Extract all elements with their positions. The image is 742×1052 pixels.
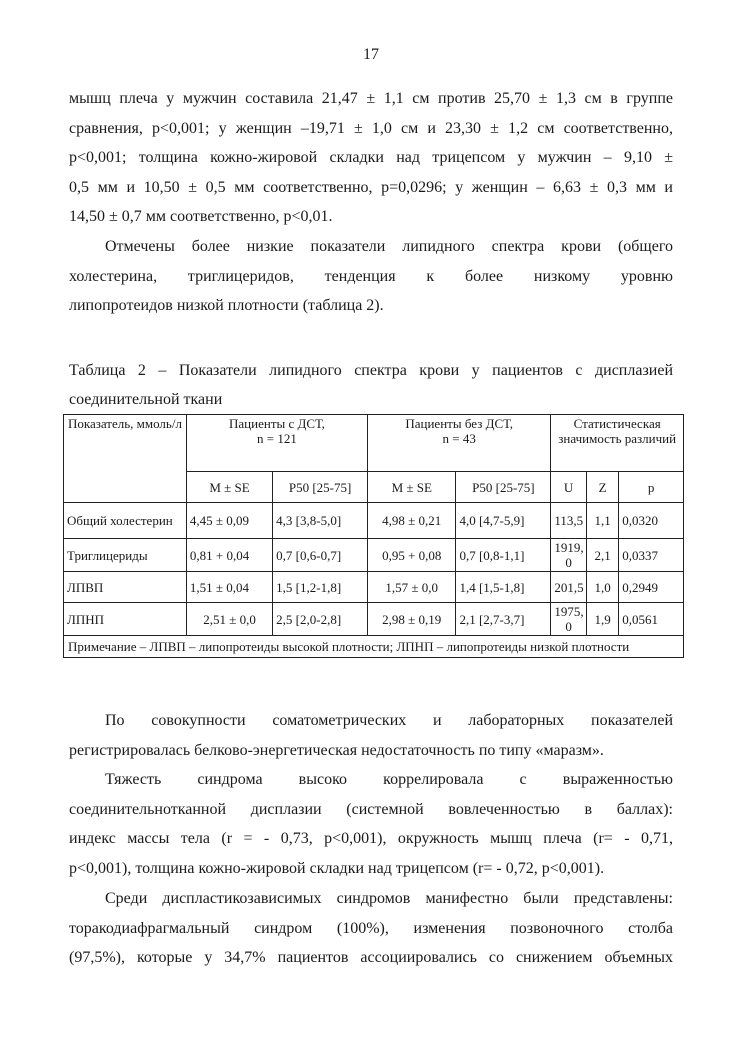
paragraph-2	[69, 232, 673, 321]
cell-u: 201,5	[551, 572, 587, 603]
sub-header-p: p	[619, 472, 684, 503]
table-caption	[69, 356, 673, 414]
cell-p: 0,0337	[619, 539, 684, 572]
cell-p50-1: 1,5 [1,2-1,8]	[273, 572, 368, 603]
paragraph-2-line: холестерина, триглицеридов, тенденция к более низкому уровню	[69, 267, 673, 285]
group-no-dst-n: n = 43	[442, 431, 476, 446]
paragraph-3-line: По совокупности соматометрических и лабораторных показателей	[105, 712, 673, 729]
cell-p50-1: 4,3 [3,8-5,0]	[273, 503, 368, 539]
cell-p50-2: 2,1 [2,7-3,7]	[456, 603, 551, 636]
row-name: Триглицериды	[64, 539, 187, 572]
cell-z: 1,0	[586, 572, 618, 603]
lipid-table	[63, 414, 684, 658]
paragraph-3	[69, 706, 673, 765]
sub-header-z: Z	[586, 472, 618, 503]
paragraph-3-line: регистрировалась белково-энергетическая недостаточность по типу «маразм».	[69, 741, 604, 759]
group-no-dst-header	[368, 415, 551, 472]
table-row	[64, 572, 684, 603]
sub-header-mse: M ± SE	[186, 472, 272, 503]
paragraph-1-line: 0,5 мм и 10,50 ± 0,5 мм соответственно, p=0,0296; у женщин – 6,63 ± 0,3 мм и	[69, 178, 673, 196]
group-dst-header	[186, 415, 367, 472]
group-dst-n: n = 121	[257, 431, 297, 446]
paragraph-1-line: сравнения, p<0,001; у женщин –19,71 ± 1,0 см и 23,30 ± 1,2 см соответственно,	[69, 119, 673, 137]
paragraph-4-line: Тяжесть синдрома высоко коррелировала с выраженностью	[105, 771, 673, 788]
cell-u: 113,5	[551, 503, 587, 539]
cell-mse1: 1,51 ± 0,04	[186, 572, 272, 603]
cell-z: 1,1	[586, 503, 618, 539]
row-name: ЛПНП	[64, 603, 187, 636]
cell-p50-2: 4,0 [4,7-5,9]	[456, 503, 551, 539]
cell-p50-2: 0,7 [0,8-1,1]	[456, 539, 551, 572]
paragraph-5	[69, 884, 673, 973]
cell-mse2: 1,57 ± 0,0	[368, 572, 456, 603]
cell-p: 0,0320	[619, 503, 684, 539]
table-note-row	[64, 636, 684, 658]
cell-p50-1: 2,5 [2,0-2,8]	[273, 603, 368, 636]
group-dst-title: Пациенты с ДСТ,	[229, 416, 325, 431]
table-caption-line: соединительной ткани	[69, 391, 223, 408]
cell-mse2: 0,95 + 0,08	[368, 539, 456, 572]
paragraph-5-line: Среди диспластикозависимых синдромов манифестно были представлены:	[105, 890, 673, 907]
table-caption-line: Таблица 2 – Показатели липидного спектра крови у пациентов с дисплазией	[69, 362, 673, 379]
paragraph-1-line: p<0,001; толщина кожно-жировой складки над трицепсом у мужчин – 9,10 ±	[69, 149, 673, 167]
sub-header-u: U	[551, 472, 587, 503]
paragraph-2-line: липопротеидов низкой плотности (таблица 2).	[69, 297, 384, 315]
table-note: Примечание – ЛПВП – липопротеиды высокой плотности; ЛПНП – липопротеиды низкой плотности	[64, 636, 684, 658]
paragraph-4	[69, 765, 673, 883]
sub-header-p50: P50 [25-75]	[456, 472, 551, 503]
paragraph-2-line: Отмечены более низкие показатели липидного спектра крови (общего	[105, 238, 673, 255]
paragraph-5-line: торакодиафрагмальный синдром (100%), изменения позвоночного столба	[69, 919, 673, 937]
row-name: ЛПВП	[64, 572, 187, 603]
cell-p: 0,2949	[619, 572, 684, 603]
paragraph-1-line: мышц плеча у мужчин составила 21,47 ± 1,1 см против 25,70 ± 1,3 см в группе	[69, 90, 673, 107]
table-row	[64, 603, 684, 636]
paragraph-1-line: 14,50 ± 0,7 мм соответственно, p<0,01.	[69, 208, 333, 226]
cell-p: 0,0561	[619, 603, 684, 636]
cell-u: 1975, 0	[551, 603, 587, 636]
row-name: Общий холестерин	[64, 503, 187, 539]
group-stat-header: Статистическая значимость различий	[551, 415, 684, 472]
cell-mse2: 4,98 ± 0,21	[368, 503, 456, 539]
cell-p50-1: 0,7 [0,6-0,7]	[273, 539, 368, 572]
paragraph-1	[69, 84, 673, 232]
paragraph-5-line: (97,5%), которые у 34,7% пациентов ассоциировались со снижением объемных	[69, 949, 673, 967]
cell-z: 2,1	[586, 539, 618, 572]
sub-header-mse: M ± SE	[368, 472, 456, 503]
cell-u: 1919, 0	[551, 539, 587, 572]
group-no-dst-title: Пациенты без ДСТ,	[405, 416, 514, 431]
cell-mse1: 0,81 + 0,04	[186, 539, 272, 572]
col-indicator-header: Показатель, ммоль/л	[64, 415, 187, 503]
paragraph-4-line: индекс массы тела (r = - 0,73, p<0,001), окружность мышц плеча (r= - 0,71,	[69, 830, 673, 848]
cell-mse2: 2,98 ± 0,19	[368, 603, 456, 636]
table-row	[64, 539, 684, 572]
cell-mse1: 4,45 ± 0,09	[186, 503, 272, 539]
cell-z: 1,9	[586, 603, 618, 636]
cell-p50-2: 1,4 [1,5-1,8]	[456, 572, 551, 603]
cell-mse1: 2,51 ± 0,0	[186, 603, 272, 636]
sub-header-p50: P50 [25-75]	[273, 472, 368, 503]
paragraph-4-line: соединительнотканной дисплазии (системной вовлеченностью в баллах):	[69, 800, 673, 818]
paragraph-4-line: p<0,001), толщина кожно-жировой складки над трицепсом (r= - 0,72, p<0,001).	[69, 859, 605, 877]
table-row	[64, 503, 684, 539]
page-number: 17	[363, 46, 379, 63]
